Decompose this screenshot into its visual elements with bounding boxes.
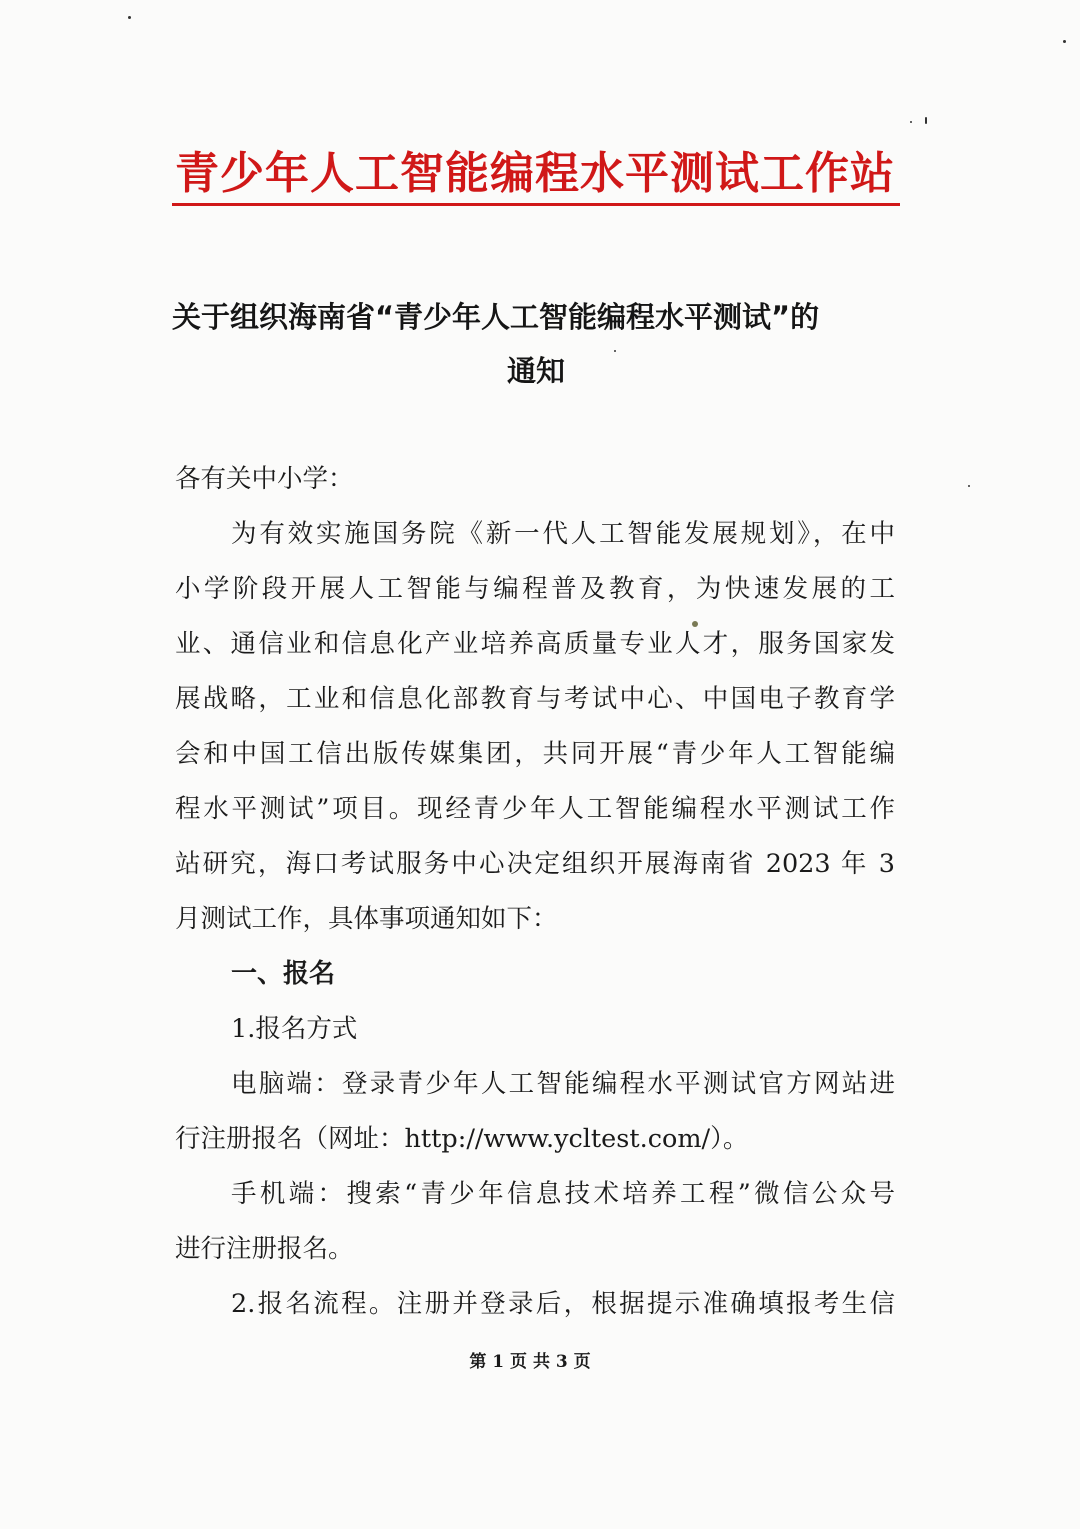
intro-line-4: 展战略，工业和信息化部教育与考试中心、中国电子教育学: [175, 684, 895, 714]
salutation: 各有关中小学：: [175, 464, 354, 494]
section-1-heading: 一、报名: [231, 959, 336, 989]
intro-line-7: 站研究，海口考试服务中心决定组织开展海南省 2023 年 3: [175, 849, 895, 879]
intro-line-6: 程水平测试”项目。现经青少年人工智能编程水平测试工作: [175, 794, 895, 824]
document-body: [175, 452, 895, 1332]
intro-line-1: 为有效实施国务院《新一代人工智能发展规划》，在中: [231, 519, 895, 549]
scan-speck: [925, 117, 927, 124]
organization-header: 青少年人工智能编程水平测试工作站: [175, 148, 895, 199]
item-1-label: 1.报名方式: [231, 1014, 358, 1044]
scan-speck: [692, 621, 698, 627]
intro-line-8: 月测试工作，具体事项通知如下：: [175, 904, 558, 934]
scan-speck: [1063, 40, 1066, 43]
item-2-line: 2.报名流程。注册并登录后，根据提示准确填报考生信: [231, 1289, 895, 1319]
header-red-rule: [172, 203, 900, 206]
scan-speck: [128, 16, 131, 19]
scan-speck: [614, 350, 616, 352]
document-title-line-1: 关于组织海南省“青少年人工智能编程水平测试”的: [172, 300, 820, 334]
pc-registration-line-2: 行注册报名（网址：http://www.ycltest.com/）。: [175, 1124, 749, 1154]
pc-registration-line-1: 电脑端：登录青少年人工智能编程水平测试官方网站进: [231, 1069, 895, 1099]
intro-line-5: 会和中国工信出版传媒集团，共同开展“青少年人工智能编: [175, 739, 895, 769]
document-title: [172, 290, 900, 398]
mobile-registration-line-1: 手机端：搜索“青少年信息技术培养工程”微信公众号: [231, 1179, 895, 1209]
page-number-footer: 第 1 页 共 3 页: [469, 1352, 591, 1372]
intro-line-3: 业、通信业和信息化产业培养高质量专业人才，服务国家发: [175, 629, 895, 659]
intro-line-2: 小学阶段开展人工智能与编程普及教育，为快速发展的工: [175, 574, 895, 604]
document-title-line-2: 通知: [506, 354, 565, 388]
scan-speck: [910, 121, 912, 123]
mobile-registration-line-2: 进行注册报名。: [175, 1234, 354, 1264]
scan-speck: [968, 485, 970, 487]
